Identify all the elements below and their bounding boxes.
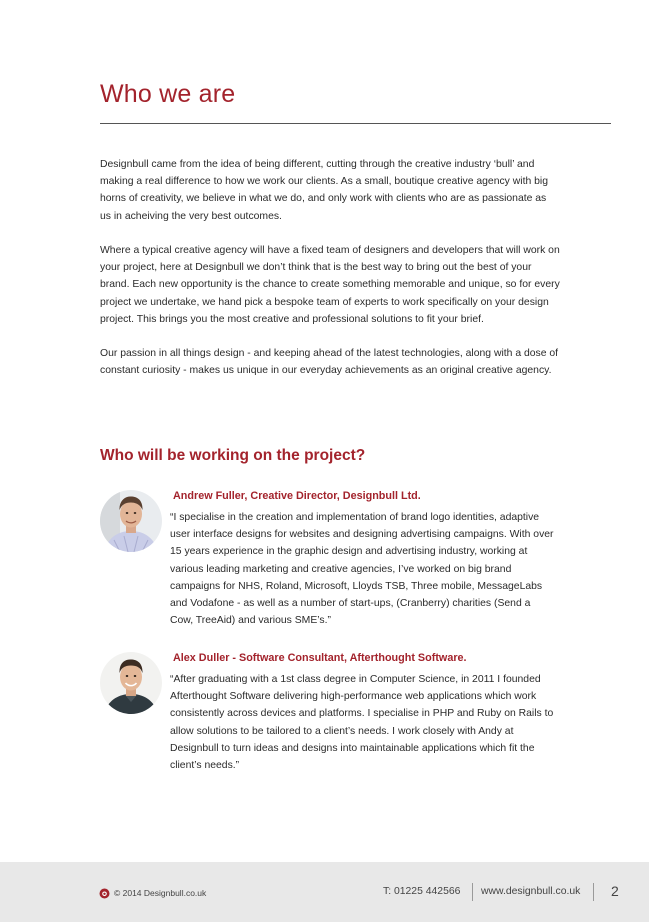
- page-number: 2: [611, 883, 619, 899]
- designbull-logo-icon: [99, 888, 110, 899]
- page-footer: [0, 862, 649, 922]
- team-member-name: Alex Duller - Software Consultant, Afterthought Software.: [173, 652, 467, 664]
- footer-website-link[interactable]: www.designbull.co.uk: [481, 886, 581, 897]
- intro-paragraph-1: Designbull came from the idea of being different, cutting through the creative industry ‘bull’ and making a real difference to how we work our clients. As a small, boutique creative agency with big horns of creativity, we believe in what we do, and only work with clients who are as passionate as us in acheiving the very best outcomes.: [100, 159, 548, 222]
- footer-divider: [593, 883, 594, 901]
- team-member-name: Andrew Fuller, Creative Director, Designbull Ltd.: [173, 490, 421, 502]
- title-divider: [100, 123, 611, 124]
- page-title: Who we are: [100, 80, 236, 108]
- team-heading: Who will be working on the project?: [100, 447, 366, 464]
- team-member-quote: “After graduating with a 1st class degree in Computer Science, in 2011 I founded Afterthought Software delivering high-performance web applications which work consistently across devices and platforms. I specialise in PHP and Ruby on Rails to allow solutions to be tailored to a client’s needs. I work closely with Andy at Designbull to turn ideas and designs into maintainable applications which fit the client’s needs.”: [170, 674, 554, 772]
- intro-text: [100, 156, 560, 397]
- footer-phone: T: 01225 442566: [383, 886, 461, 897]
- avatar-andrew: [100, 490, 162, 552]
- footer-divider: [472, 883, 473, 901]
- avatar-alex: [100, 652, 162, 714]
- footer-copyright: © 2014 Designbull.co.uk: [114, 888, 207, 898]
- intro-paragraph-2: Where a typical creative agency will have a fixed team of designers and developers that will work on your project, here at Designbull we don’t think that is the best way to bring out the best of your brand. Each new opportunity is the chance to create something memorable and unique, so for every project we undertake, we hand pick a bespoke team of experts to work specifically on your design project. This brings you the most creative and professional solutions to fit your brief.: [100, 245, 560, 325]
- intro-paragraph-3: Our passion in all things design - and keeping ahead of the latest technologies, along with a dose of constant curiosity - makes us unique in our everyday achievements as an original creative agency.: [100, 348, 559, 377]
- team-member-quote: “I specialise in the creation and implementation of brand logo identities, adaptive user interface designs for websites and designing advertising campaigns. With over 15 years experience in the graphic design and advertising industry, working at various leading marketing and creative agencies, I’ve worked on big brand campaigns for NHS, Roland, Microsoft, Lloyds TSB, Three mobile, MessageLabs and Vodafone - as well as a number of start-ups, (Cranberry) charities (Send a Cow, TreeAid) and various SME’s.”: [170, 512, 554, 627]
